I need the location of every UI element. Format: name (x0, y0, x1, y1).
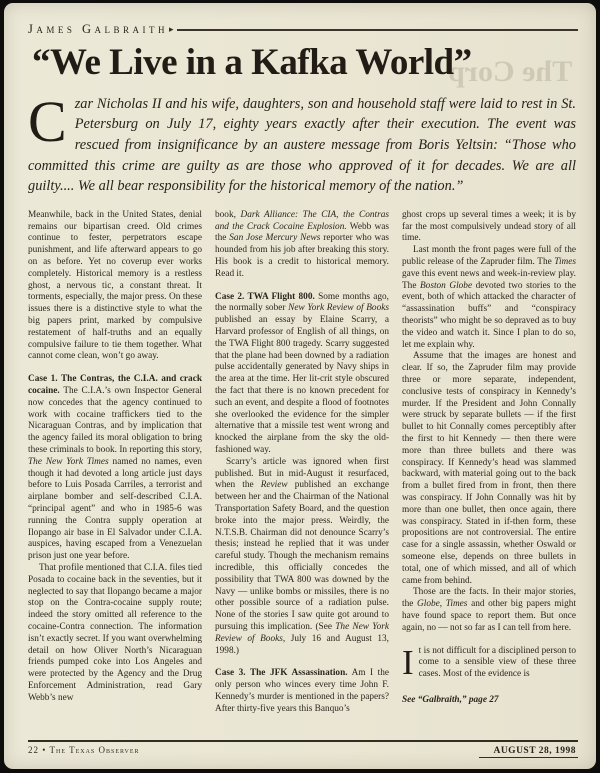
paragraph (402, 587, 576, 634)
article-title: “We Live in a Kafka World” (32, 42, 472, 83)
column-1 (28, 210, 202, 753)
byline-rule (177, 29, 578, 30)
paragraph-text: devoted two stories to the event, both of which attacked the character of “assassination buffs” and “conspiracy theorists” who might be so depraved as to buy the video and watch it. Since I plan to do so, let me explain why. (402, 280, 576, 350)
paragraph-text: published an exchange between her and the Chairman of the National Transportation Safety Board, and the question broke into the major press. Weirdly, the N.T.S.B. Chairman did not denounce Scarry’s thesis; instead he replied that it was under careful study. Though the mechanism remains incredible, this officially concedes the possibility that TWA 800 was downed by the Navy — unlike bombs or missiles, there is no other possible source of a radiation pulse. None of the stories I saw quite got around to pursuing this implication. (See (215, 480, 389, 632)
publication-name: The New York Times (28, 456, 109, 467)
bleedthrough-text: The Corp (447, 55, 572, 88)
issue-date: AUGUST 28, 1998 (479, 746, 578, 758)
paragraph-text: Webb was the (215, 221, 389, 244)
paragraph-text: The C.I.A.’s own Inspector General now concedes that the agency continued to work with cocaine traffickers tied to the Nicaraguan Contras, and by implication that the agency failed its moral obligation to bring these criminals to book. In reporting this story, (28, 385, 202, 455)
paragraph-text: reporter who was hounded from his job after breaking this story. His book is a credit to historical memory. Read it. (215, 233, 389, 279)
publication-name: Review (260, 480, 288, 491)
paragraph-case-1 (28, 374, 202, 563)
case-3-heading: Case 3. The JFK Assassination. (215, 668, 348, 679)
paragraph-text: Assume that the images are honest and clear. If so, the Zapruder film may provide three or more separate, independent, conclusive tests of conspiracy in Kennedy’s murder. If the President and John Connally were struck by separate bullets — if the first bullet to hit Connally comes perceptibly after the first to hit Kennedy — then there were more than three bullets and there was conspiracy. If Kennedy’s head was slammed backward, with material going out to the back from a bullet fired from in front, then there was conspiracy. If John Connally was hit by more than one bullet, then once again, there was conspiracy. Stated in if-then form, these propositions are not controversial. The entire case for a single assassin, whether Oswald or someone else, depends on three bullets in total, one of which missed, and all of which came from behind. (402, 351, 576, 586)
magazine-page (4, 3, 596, 769)
dropcap-i: I (402, 642, 414, 682)
paragraph (28, 210, 202, 363)
publication-name: Times (445, 599, 468, 610)
paragraph-text: t is not difficult for a disciplined person to come to a sensible view of these three cases. Most of the evidence is (418, 645, 576, 680)
paragraph-text: Meanwhile, back in the United States, denial remains our bipartisan creed. Old crimes continue to fester, perpetrators escape punishment, and life afterward appears to go on as before. Yet no coverup ever works completely. Historical memory is a restless ghost, a nervous tic, a constant threat. It torments, especially, the major press. On these issues there is a distinctive style to what the big papers print, marked by compulsive restatement of half-truths and an equally compulsive failure to tie them together. What cannot come clean, won’t go away. (28, 209, 202, 362)
paragraph-text: book, (215, 209, 241, 220)
intro-text: zar Nicholas II and his wife, daughters, son and household staff were laid to rest in St. Petersburg on July 17, eighty years exactly after their execution. The event was rescued from insignificance by an austere message from Boris Yeltsin: “Those who committed this crime are guilty as are those who approved of it for decades. We are all guilty.... We all bear responsibility for the historical memory of the nation.” (28, 95, 576, 195)
paragraph-text: Last month the front pages were full of the public release of the Zapruder film. The (402, 245, 576, 267)
case-1-heading: Case 1. The Contras, the C.I.A. and crack cocaine. (28, 374, 202, 396)
page-number-and-publication: 22 • The Texas Observer (28, 745, 140, 755)
byline-author: James Galbraith (28, 22, 169, 36)
paragraph-text: named no names, even though it had devoted a long article just days before to Luis Posada Carriles, a terrorist and airplane bomber and self-described C.I.A. “principal agent” and who in 1985-6 was running the Contra supply operation at Ilopango air base in El Salvador under C.I.A. auspices, having escaped from a Venezuelan prison just one year before. (28, 456, 203, 562)
paragraph (28, 563, 202, 705)
byline-row (28, 22, 578, 37)
paragraph-text: Scarry’s article was ignored when first published. But in mid-August it resurfaced, when the (215, 456, 389, 491)
column-3 (402, 210, 576, 753)
article-columns (28, 210, 576, 753)
publication-name: Boston Globe (420, 280, 473, 291)
paragraph-case-3 (215, 668, 389, 715)
dropcap-c: C (28, 88, 67, 154)
arrow-right-icon: ▸ (169, 24, 174, 34)
footer-row (28, 742, 578, 758)
paragraph-text: and other big papers might have found space to report them. But once again, no — not so far as I can tell from here. (402, 599, 576, 633)
paragraph-closing (402, 642, 576, 682)
paragraph-text: Am I the only person who winces every time John F. Kennedy’s murder is mentioned in the papers? After thirty-five years this Banquo’s (215, 668, 390, 714)
paragraph (215, 457, 389, 658)
paragraph-text: gave this event news and week-in-review play. The (402, 268, 576, 291)
paragraph-text: That profile mentioned that C.I.A. files tied Posada to cocaine back in the seventies, but it neglected to say that Ilopango became a major stop on the Contra-cocaine supply route; indeed the story omitted all reference to the cocaine-Contra connection. The information isn’t exactly secret. If you want overwhelming detail on how Oliver North’s Nicaraguan friends pumped coke into Los Angeles and were protected by the Agency and the Drug Enforcement Administration, read Gary Webb’s new (28, 562, 202, 703)
paragraph-text: , (439, 599, 446, 610)
paragraph (402, 351, 576, 587)
column-2 (215, 210, 389, 753)
paragraph-text: Some months ago, the normally sober (215, 291, 390, 314)
publication-name: New York Review of Books (288, 303, 389, 314)
publication-name: San Jose Mercury News (229, 233, 321, 244)
publication-name: The New York Review of Books, (215, 621, 389, 644)
paragraph (402, 245, 576, 351)
paragraph-case-2 (215, 292, 389, 457)
publication-name: Globe (417, 599, 440, 610)
paragraph (215, 210, 389, 281)
paragraph-text: ghost crops up several times a week; it is by far the most compulsively undead story of all time. (402, 209, 576, 244)
paragraph-text: published an essay by Elaine Scarry, a Harvard professor of English of all things, on the TWA Flight 800 tragedy. Scarry suggested that the plane had been downed by a radiation pulse accidentally generated by Navy ships in the area at the time. Her lit-crit style obscured the fact that there is no known precedent for such an event, and despite a flood of footnotes she overlooked the evidence for the simpler alternative that a missile test went wrong and knocked the airplane from the sky the old-fashioned way. (215, 315, 389, 455)
continuation-note: See “Galbraith,” page 27 (402, 694, 499, 705)
intro-paragraph (28, 88, 576, 197)
page-footer (28, 740, 578, 758)
publication-name: Times (554, 257, 576, 267)
paragraph-text: July 16 and August 13, 1998.) (215, 633, 389, 656)
case-2-heading: Case 2. TWA Flight 800. (215, 291, 315, 302)
paragraph (402, 210, 576, 245)
paragraph-text: Those are the facts. In their major stories, the (402, 587, 576, 610)
book-title: Dark Alliance: The CIA, the Contras and the Crack Cocaine Explosion. (215, 209, 389, 232)
